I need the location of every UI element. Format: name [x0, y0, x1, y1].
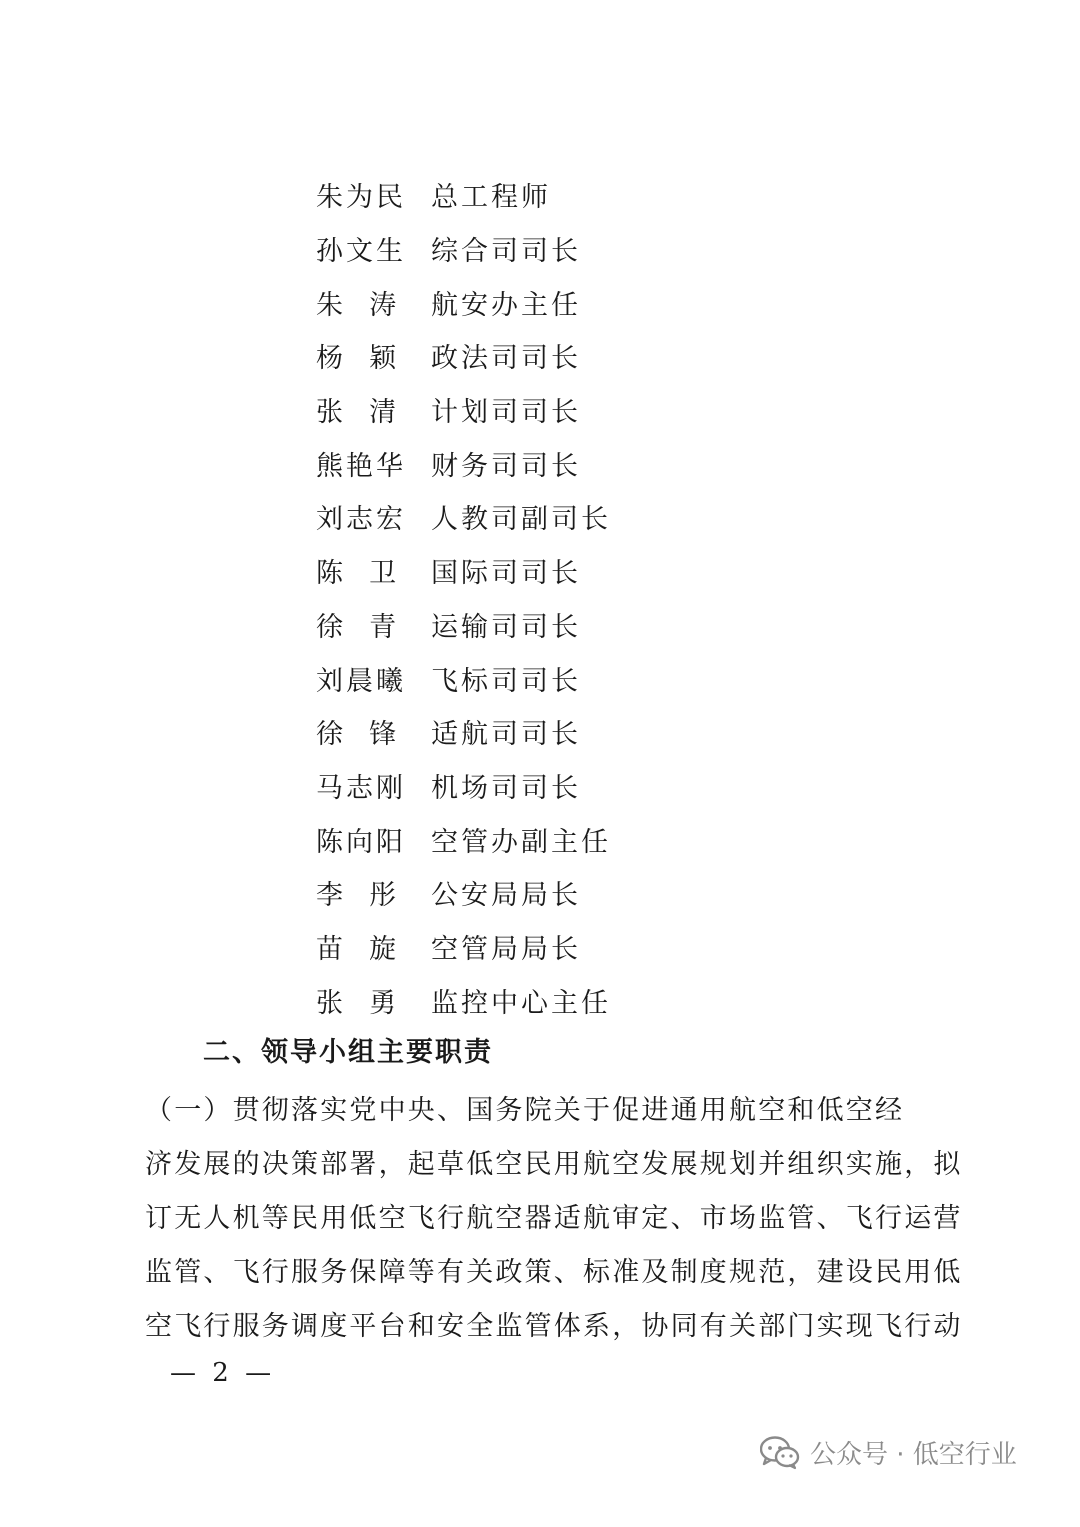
duties-paragraph: [145, 1084, 963, 1354]
member-title: 飞标司司长: [431, 665, 581, 697]
member-name: 陈 卫: [316, 558, 400, 590]
member-name: 李 彤: [316, 880, 400, 912]
member-title: 综合司司长: [431, 236, 581, 268]
member-name: 刘志宏: [316, 504, 406, 536]
member-row: [316, 598, 736, 652]
member-title: 计划司司长: [431, 397, 581, 429]
member-name: 徐 青: [316, 611, 400, 643]
member-title: 人教司副司长: [431, 504, 611, 536]
member-title: 公安局局长: [431, 880, 581, 912]
member-name: 陈向阳: [316, 826, 406, 858]
member-name: 刘晨曦: [316, 665, 406, 697]
member-title: 监控中心主任: [431, 987, 611, 1019]
paragraph-line: 济发展的决策部署，起草低空民用航空发展规划并组织实施，拟: [145, 1149, 963, 1180]
member-name: 熊艳华: [316, 450, 406, 482]
member-title: 空管办副主任: [431, 826, 611, 858]
member-title: 总工程师: [431, 182, 551, 214]
wechat-icon: [760, 1436, 800, 1470]
member-row: [316, 544, 736, 598]
member-name: 张 勇: [316, 987, 400, 1019]
page-number: — 2 —: [170, 1358, 276, 1388]
member-list: [316, 168, 736, 1027]
member-name: 苗 旋: [316, 933, 400, 965]
member-title: 国际司司长: [431, 558, 581, 590]
member-title: 空管局局长: [431, 933, 581, 965]
member-name: 马志刚: [316, 772, 406, 804]
member-title: 政法司司长: [431, 343, 581, 375]
member-row: [316, 383, 736, 437]
member-title: 机场司司长: [431, 772, 581, 804]
member-title: 财务司司长: [431, 450, 581, 482]
member-row: [316, 812, 736, 866]
member-row: [316, 651, 736, 705]
member-name: 张 清: [316, 397, 400, 429]
member-row: [316, 436, 736, 490]
member-row: [316, 973, 736, 1027]
member-title: 航安办主任: [431, 289, 581, 321]
member-row: [316, 168, 736, 222]
member-row: [316, 759, 736, 813]
member-row: [316, 329, 736, 383]
section-heading: 二、领导小组主要职责: [203, 1037, 493, 1068]
member-title: 适航司司长: [431, 719, 581, 751]
member-name: 朱为民: [316, 182, 406, 214]
paragraph-line: 监管、飞行服务保障等有关政策、标准及制度规范，建设民用低: [145, 1257, 963, 1288]
member-name: 孙文生: [316, 236, 406, 268]
paragraph-line: 订无人机等民用低空飞行航空器适航审定、市场监管、飞行运营: [145, 1203, 963, 1234]
paragraph-line: 空飞行服务调度平台和安全监管体系，协同有关部门实现飞行动: [145, 1311, 963, 1342]
member-name: 杨 颖: [316, 343, 400, 375]
member-row: [316, 222, 736, 276]
member-row: [316, 275, 736, 329]
watermark-text: 公众号 · 低空行业: [810, 1440, 1017, 1470]
member-row: [316, 490, 736, 544]
member-name: 朱 涛: [316, 289, 400, 321]
paragraph-line: （一）贯彻落实党中央、国务院关于促进通用航空和低空经: [145, 1095, 905, 1126]
member-name: 徐 锋: [316, 719, 400, 751]
member-row: [316, 866, 736, 920]
member-row: [316, 705, 736, 759]
member-title: 运输司司长: [431, 611, 581, 643]
watermark: [760, 1434, 1017, 1471]
member-row: [316, 920, 736, 974]
